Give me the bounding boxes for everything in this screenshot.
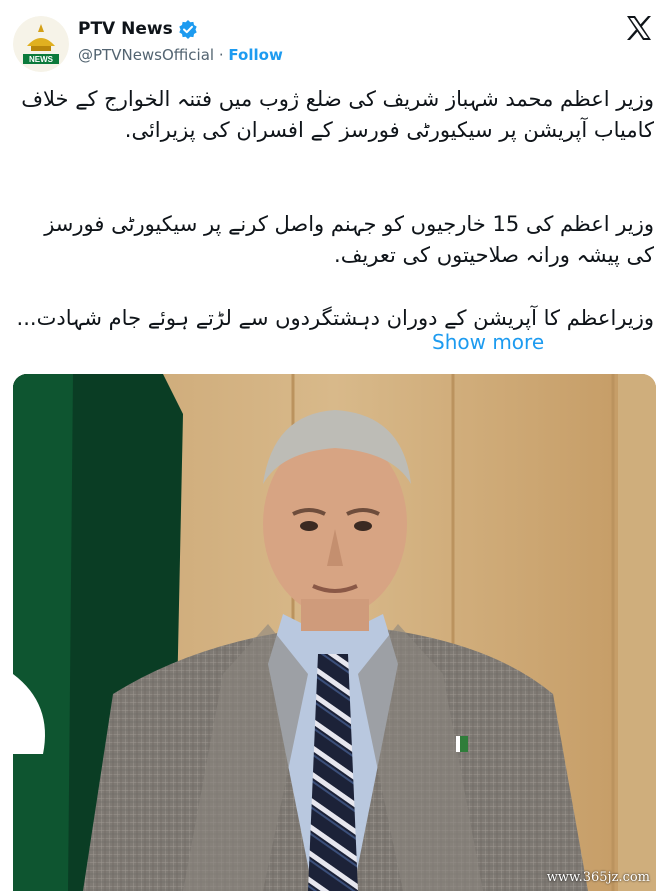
logo-text: NEWS [29,55,53,64]
x-logo-icon[interactable] [624,13,654,43]
avatar[interactable] [13,16,69,72]
verified-badge-icon [178,19,198,39]
tweet-media-image[interactable] [13,374,656,891]
tweet-paragraph-2: وزیر اعظم کی 15 خارجیوں کو جہنم واصل کرنے پر سیکیورٹی فورسز کی پیشہ ورانہ صلاحیتوں کی تعریف. [44,212,654,267]
portrait-image [13,374,656,891]
handle-row [78,46,283,64]
tweet-paragraph-1: وزیر اعظم محمد شہباز شریف کی ضلع ژوب میں فتنہ الخوارج کے خلاف کامیاب آپریشن پر سیکیورٹی فورسز کے افسران کی پزیرائی. [21,87,654,142]
handle[interactable]: @PTVNewsOfficial [78,46,215,64]
display-name[interactable]: PTV News [78,19,173,39]
separator: · [214,46,229,64]
follow-button[interactable]: Follow [228,46,283,64]
tweet-paragraph-3: وزیراعظم کا آپریشن کے دوران دہشتگردوں سے لڑتے ہوئے جام شہادت... [16,306,654,330]
display-name-row [78,19,198,39]
show-more-link[interactable]: Show more [432,330,545,354]
watermark: www.365jz.com [546,870,650,885]
